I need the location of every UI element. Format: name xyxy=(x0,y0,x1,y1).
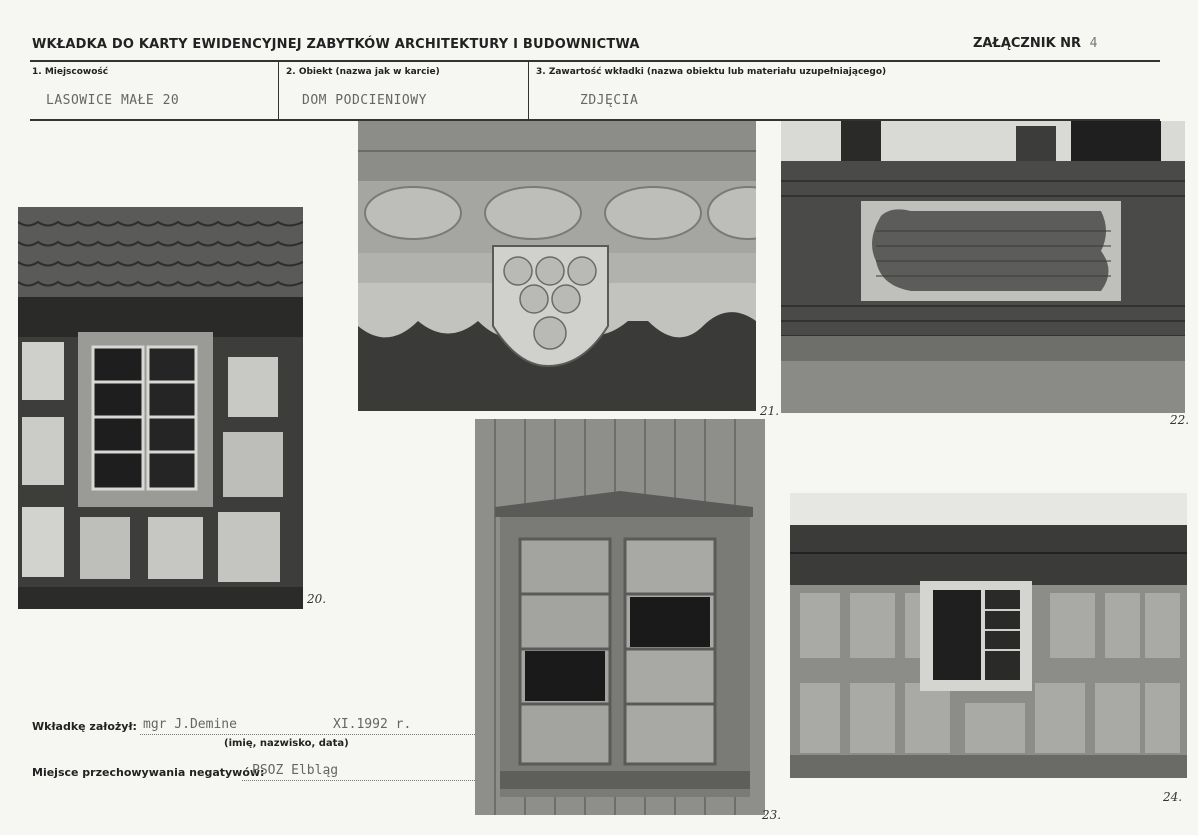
photo-number-22: 22. xyxy=(1170,413,1190,427)
photo-number-24: 24. xyxy=(1163,790,1183,804)
field-divider-1 xyxy=(278,62,279,119)
author-label: Wkładkę założył: xyxy=(32,720,137,733)
photo-number-20: 20. xyxy=(307,592,327,606)
locality-value: LASOWICE MAŁE 20 xyxy=(46,93,180,108)
sheet-title: WKŁADKA DO KARTY EWIDENCYJNEJ ZABYTKÓW ARCHITEKTURY I BUDOWNICTWA xyxy=(32,37,640,52)
storage-dotline xyxy=(242,780,475,781)
photo-number-21: 21. xyxy=(760,404,780,418)
contents-value: ZDJĘCIA xyxy=(580,93,639,108)
author-name: mgr J.Demine xyxy=(143,717,237,732)
locality-label: 1. Miejscowość xyxy=(32,67,109,77)
storage-label: Miejsce przechowywania negatywów: xyxy=(32,766,265,779)
field-divider-2 xyxy=(528,62,529,119)
photo-carved-eaves xyxy=(358,121,756,411)
photo-brick-wall xyxy=(781,121,1185,413)
object-label: 2. Obiekt (nazwa jak w karcie) xyxy=(286,67,440,77)
attachment-label-text: ZAŁĄCZNIK NR xyxy=(973,36,1082,51)
author-dotline xyxy=(140,734,475,735)
photo-number-23: 23. xyxy=(762,808,782,822)
header-rule-top xyxy=(30,60,1160,62)
author-date: XI.1992 r. xyxy=(333,717,412,732)
contents-label: 3. Zawartość wkładki (nazwa obiektu lub materiału uzupełniającego) xyxy=(536,67,887,77)
attachment-number: 4 xyxy=(1089,36,1098,51)
author-caption: (imię, nazwisko, data) xyxy=(224,738,349,749)
photo-timber-wall xyxy=(790,493,1187,778)
photo-wooden-window xyxy=(475,419,765,815)
photo-timber-window xyxy=(18,207,303,609)
storage-value: PSOZ Elbląg xyxy=(252,763,339,778)
attachment-label xyxy=(973,36,1097,51)
object-value: DOM PODCIENIOWY xyxy=(302,93,427,108)
